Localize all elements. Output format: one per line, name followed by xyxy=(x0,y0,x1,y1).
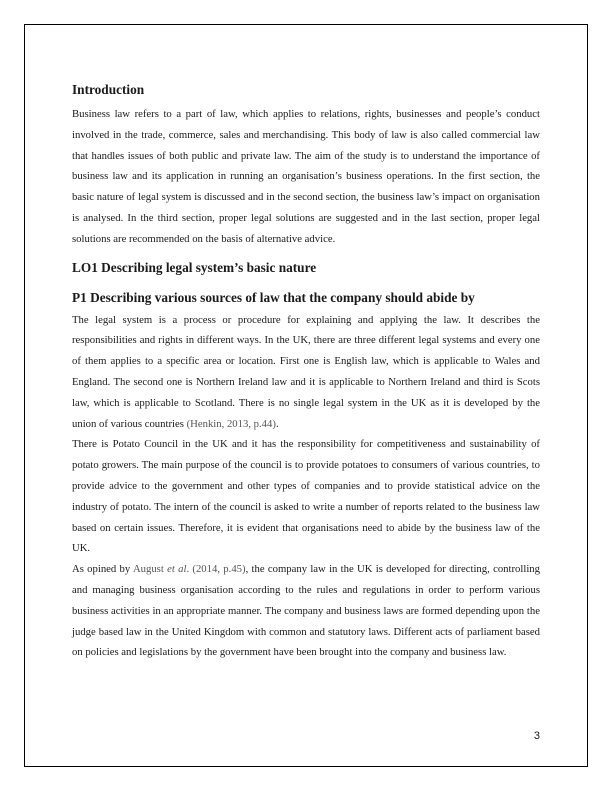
august-citation-rest: . (2014, p.45) xyxy=(186,563,246,576)
p1-paragraph-2: There is Potato Council in the UK and it has the responsibility for competitiveness and sustainability of potato growers. The main purpose of the council is to provide potatoes to consumers of various countries, to provide advice to the government and other types of companies and to provide statistical advice on the industry of potato. The intern of the council is asked to write a number of reports related to the business law based on certain issues. Therefore, it is evident that organisations need to abide by the business law of the UK. xyxy=(72,438,540,555)
p1-paragraph-1 xyxy=(72,310,540,435)
introduction-paragraph: Business law refers to a part of law, which applies to relations, rights, businesses and people’s conduct involved in the trade, commerce, sales and merchandising. This body of law is also called commercial law that handles issues of both public and private law. The aim of the study is to understand the importance of business law and its application in running an organisation’s business operations. In the first section, the basic nature of legal system is discussed and in the second section, the business law’s impact on organisation is analysed. In the third section, proper legal solutions are suggested and in the last section, proper legal solutions are recommended on the basis of alternative advice. xyxy=(72,108,540,245)
p1-paragraph-3-lead: As opined by xyxy=(72,563,133,576)
august-citation-author: August xyxy=(132,563,168,576)
lo1-heading: LO1 Describing legal system’s basic nature xyxy=(72,259,317,275)
p1-paragraph-3 xyxy=(72,559,540,663)
p1-paragraph-1-text: The legal system is a process or procedure for explaining and applying the law. It describes the responsibilities and rights in different ways. In the UK, there are three different legal systems and every one of them applies to a specific area or location. First one is English law, which is applicable to Wales and England. The second one is Northern Ireland law and it is applicable to Northern Ireland and third is Scots law, which is applicable to Scotland. There is no single legal system in the UK as it is developed by the union of various countries xyxy=(72,313,540,430)
p1-paragraph-3-text: , the company law in the UK is developed for directing, controlling and managing business organisation according to the rules and regulations in order to perform various business activities in an appropriate manner. The company and business laws are formed depending upon the judge based law in the United Kingdom with common and statutory laws. Different acts of parliament based on policies and legislations by the government have been brought into the company and business law. xyxy=(72,563,540,659)
introduction-heading: Introduction xyxy=(72,82,145,97)
henkin-citation: (Henkin, 2013, p.44) xyxy=(186,417,276,430)
p1-paragraph-1-end: . xyxy=(275,417,279,430)
p1-heading: P1 Describing various sources of law that the company should abide by xyxy=(72,289,475,305)
page-number: 3 xyxy=(533,730,540,742)
document-body xyxy=(72,80,540,663)
august-citation-etal: et al xyxy=(167,563,187,576)
